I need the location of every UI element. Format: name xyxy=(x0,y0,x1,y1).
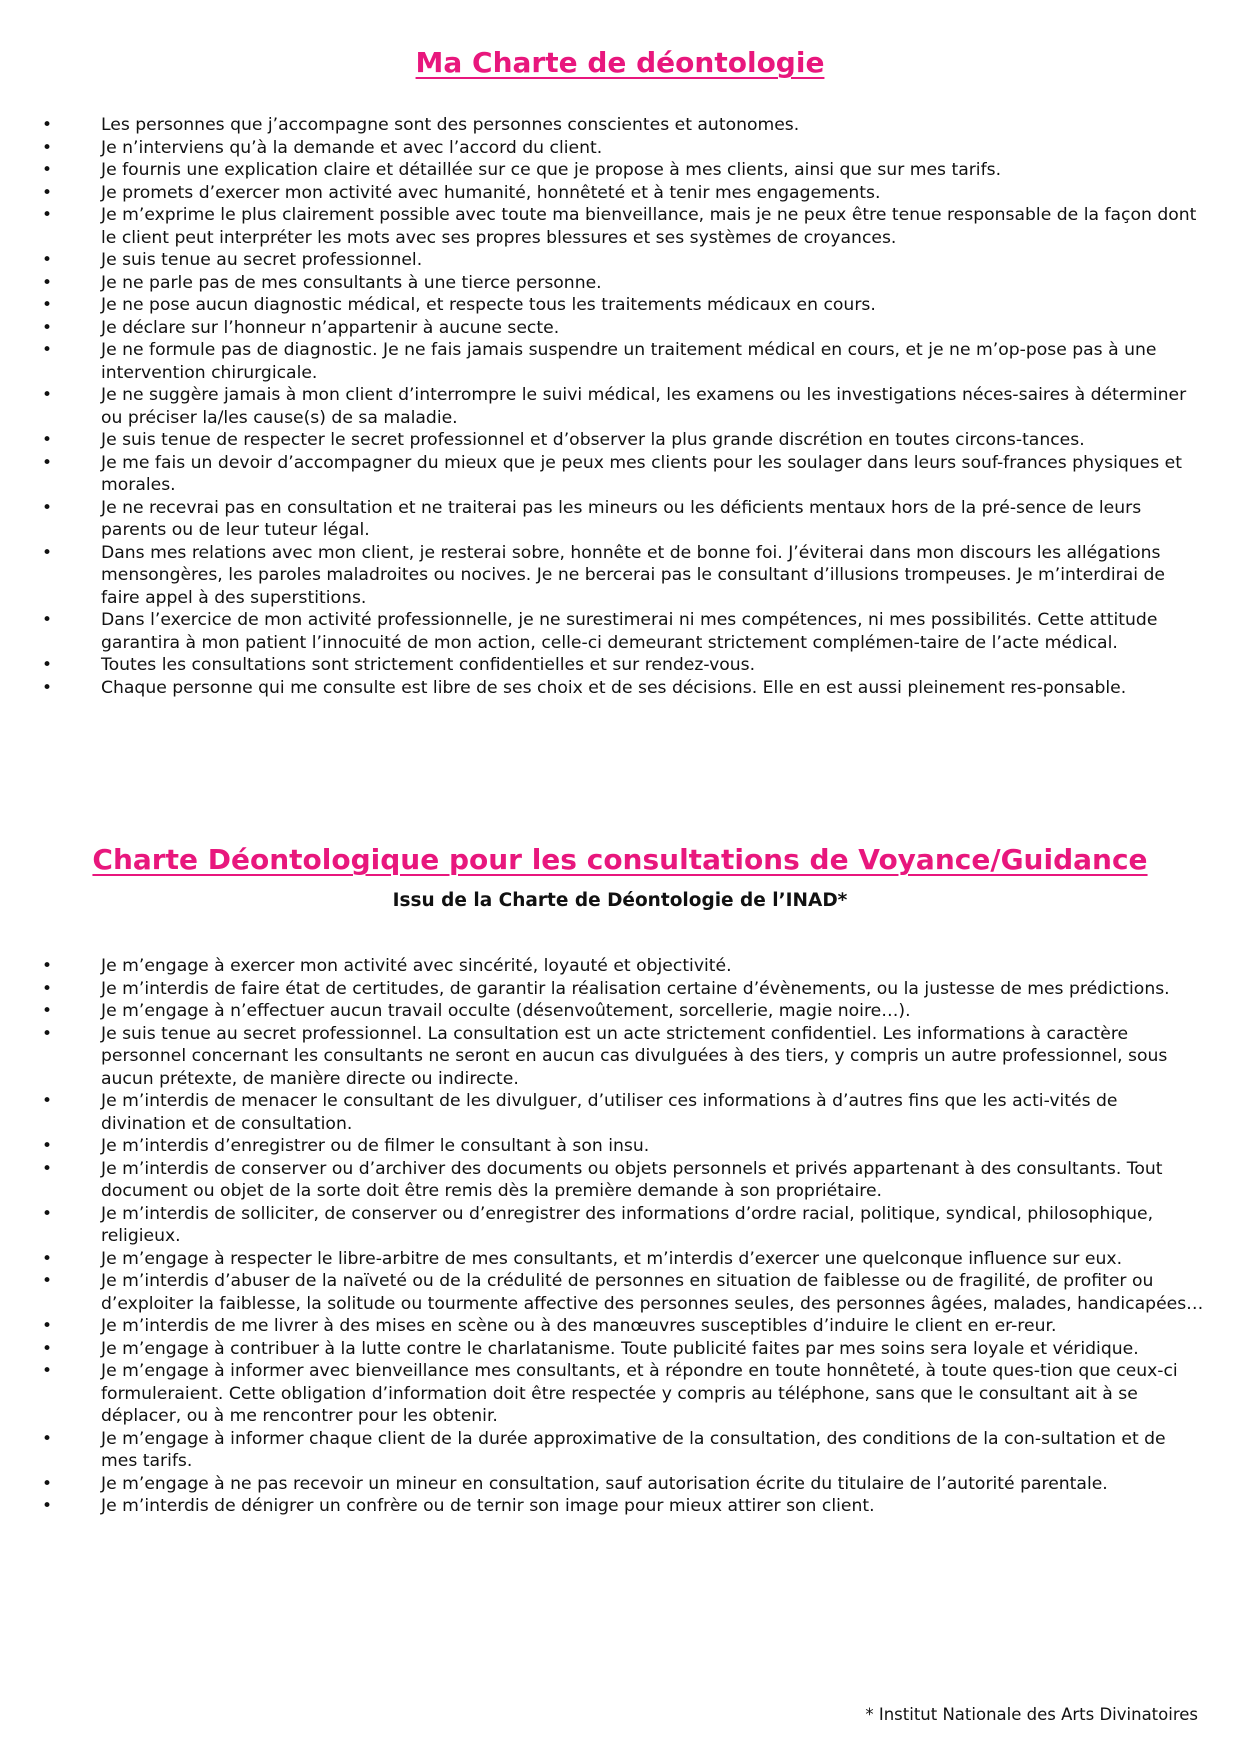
list-item xyxy=(0,1135,1240,1158)
list-item-text: Je fournis une explication claire et détaillée sur ce que je propose à mes clients, ainsi que sur mes tarifs. xyxy=(101,160,1002,180)
list-item xyxy=(0,249,1240,272)
list-item-text: Je m’interdis de me livrer à des mises en scène ou à des manœuvres susceptibles d’induire le client en er-reur. xyxy=(101,1316,1057,1336)
list-item xyxy=(0,1000,1240,1023)
list-item xyxy=(0,429,1240,452)
list-item-text: Les personnes que j’accompagne sont des personnes conscientes et autonomes. xyxy=(101,115,800,135)
bullet-icon: • xyxy=(42,1023,53,1044)
list-item xyxy=(0,272,1240,295)
list-item-text: Je m’exprime le plus clairement possible avec toute ma bienveillance, mais je ne peux être tenue responsable de la façon dont le client peut interpréter les mots avec ses propres blessures et ses systèmes de croyances. xyxy=(101,205,1197,248)
list-item-text: Je suis tenue au secret professionnel. xyxy=(101,250,423,270)
bullet-icon: • xyxy=(42,1203,53,1224)
list-item xyxy=(0,1360,1240,1428)
list-item xyxy=(0,137,1240,160)
list-item xyxy=(0,1203,1240,1248)
list-item-text: Je promets d’exercer mon activité avec humanité, honnêteté et à tenir mes engagements. xyxy=(101,182,881,203)
list-item xyxy=(0,1338,1240,1361)
list-item xyxy=(0,114,1240,137)
bullet-icon: • xyxy=(42,250,53,270)
list-item-text: Dans l’exercice de mon activité professionnelle, je ne surestimerai ni mes compétences, ni mes possibilités. Cette attitude garantira à mon patient l’innocuité de mon action, celle-ci demeurant strictement complémen-taire de l’acte médical. xyxy=(101,610,1158,653)
bullet-icon: • xyxy=(42,340,53,360)
section1-title: Ma Charte de déontologie xyxy=(415,46,825,79)
bullet-icon: • xyxy=(42,542,53,563)
list-item xyxy=(0,1090,1240,1135)
list-item-text: Je m’interdis de dénigrer un confrère ou de ternir son image pour mieux attirer son client. xyxy=(101,1496,875,1516)
section2-title: Charte Déontologique pour les consultations de Voyance/Guidance xyxy=(92,843,1148,876)
list-item xyxy=(0,1315,1240,1338)
list-item xyxy=(0,294,1240,317)
bullet-icon: • xyxy=(42,1473,53,1494)
bullet-icon: • xyxy=(42,1361,53,1381)
list-item-text: Je m’engage à informer avec bienveillance mes consultants, et à répondre en toute honnêteté, à toute ques-tion que ceux-ci formuleraient. Cette obligation d’information doit être respectée y compris au téléphone, sans que le consultant ait à se déplacer, ou à me rencontrer pour les obtenir. xyxy=(101,1361,1178,1426)
list-item xyxy=(0,497,1240,542)
list-item xyxy=(0,1270,1240,1315)
section2-subtitle: Issu de la Charte de Déontologie de l’INAD* xyxy=(392,890,848,911)
footnote: * Institut Nationale des Arts Divinatoires xyxy=(865,1705,1198,1724)
list-item xyxy=(0,654,1240,677)
list-item-text: Je m’interdis de solliciter, de conserver ou d’enregistrer des informations d’ordre racial, politique, syndical, philosophique, religieux. xyxy=(101,1203,1154,1246)
list-item xyxy=(0,339,1240,384)
list-item-text: Je suis tenue de respecter le secret professionnel et d’observer la plus grande discrétion en toutes circons-tances. xyxy=(101,430,1085,450)
list-item-text: Je m’engage à respecter le libre-arbitre de mes consultants, et m’interdis d’exercer une quelconque influence sur eux. xyxy=(101,1248,1123,1269)
list-item xyxy=(0,677,1240,700)
list-item xyxy=(0,384,1240,429)
list-item-text: Je m’engage à contribuer à la lutte contre le charlatanisme. Toute publicité faites par mes soins sera loyale et véridique. xyxy=(101,1338,1139,1359)
bullet-icon: • xyxy=(42,205,53,225)
bullet-icon: • xyxy=(42,1001,53,1021)
list-item-text: Je m’interdis de conserver ou d’archiver des documents ou objets personnels et privés appartenant à des consultants. Tout document ou objet de la sorte doit être remis dès la première demande à son propriétaire. xyxy=(101,1158,1163,1201)
bullet-icon: • xyxy=(42,182,53,203)
list-item xyxy=(0,978,1240,1001)
bullet-icon: • xyxy=(42,956,53,976)
list-item-text: Je m’interdis de menacer le consultant de les divulguer, d’utiliser ces informations à d’autres fins que les acti-vités de divination et de consultation. xyxy=(101,1091,1118,1134)
list-item-text: Je m’engage à ne pas recevoir un mineur en consultation, sauf autorisation écrite du titulaire de l’autorité parentale. xyxy=(101,1473,1108,1494)
bullet-icon: • xyxy=(42,317,53,338)
bullet-icon: • xyxy=(42,452,53,473)
list-item xyxy=(0,204,1240,249)
bullet-icon: • xyxy=(42,430,53,450)
bullet-icon: • xyxy=(42,137,53,158)
list-item-text: Je ne formule pas de diagnostic. Je ne fais jamais suspendre un traitement médical en cours, et je ne m’op-pose pas à une intervention chirurgicale. xyxy=(101,340,1157,383)
list-item-text: Je suis tenue au secret professionnel. La consultation est un acte strictement confidentiel. Les informations à caractère personnel concernant les consultants ne seront en aucun cas divulguées à des tiers, y compris un autre professionnel, sous aucun prétexte, de manière directe ou indirecte. xyxy=(101,1023,1168,1089)
bullet-icon: • xyxy=(42,1316,53,1336)
bullet-icon: • xyxy=(42,385,53,405)
bullet-icon: • xyxy=(42,115,53,135)
list-item xyxy=(0,609,1240,654)
bullet-icon: • xyxy=(42,1136,53,1156)
list-item xyxy=(0,317,1240,340)
bullet-icon: • xyxy=(42,497,53,518)
list-item-text: Je déclare sur l’honneur n’appartenir à aucune secte. xyxy=(101,317,560,338)
list-item-text: Toutes les consultations sont strictement confidentielles et sur rendez-vous. xyxy=(101,655,756,675)
list-item-text: Je m’interdis d’abuser de la naïveté ou de la crédulité de personnes en situation de faiblesse ou de fragilité, de profiter ou d’exploiter la faiblesse, la solitude ou tourmente affective des personnes seules, des personnes âgées, malades, handicapées… xyxy=(101,1271,1204,1314)
bullet-icon: • xyxy=(42,295,53,315)
bullet-icon: • xyxy=(42,655,53,675)
list-item-text: Je m’interdis de faire état de certitudes, de garantir la réalisation certaine d’évènements, ou la justesse de mes prédictions. xyxy=(101,978,1170,999)
list-item xyxy=(0,1495,1240,1518)
list-item xyxy=(0,1428,1240,1473)
list-item-text: Je m’engage à n’effectuer aucun travail occulte (désenvoûtement, sorcellerie, magie noire…). xyxy=(101,1001,911,1021)
list-item xyxy=(0,1248,1240,1271)
section1-list xyxy=(0,114,1240,699)
list-item-text: Je ne suggère jamais à mon client d’interrompre le suivi médical, les examens ou les investigations néces-saires à déterminer ou préciser la/les cause(s) de sa maladie. xyxy=(101,385,1187,428)
bullet-icon: • xyxy=(42,272,53,293)
bullet-icon: • xyxy=(42,978,53,999)
list-item-text: Je m’interdis d’enregistrer ou de filmer le consultant à son insu. xyxy=(101,1136,650,1156)
list-item-text: Dans mes relations avec mon client, je resterai sobre, honnête et de bonne foi. J’éviterai dans mon discours les allégations mensongères, les paroles maladroites ou nocives. Je ne bercerai pas le consultant d’illusions trompeuses. Je m’interdirai de faire appel à des superstitions. xyxy=(101,542,1166,608)
list-item-text: Je ne recevrai pas en consultation et ne traiterai pas les mineurs ou les déficients mentaux hors de la pré-sence de leurs parents ou de leur tuteur légal. xyxy=(101,497,1142,540)
bullet-icon: • xyxy=(42,1091,53,1111)
bullet-icon: • xyxy=(42,677,53,698)
bullet-icon: • xyxy=(42,1496,53,1516)
bullet-icon: • xyxy=(42,1428,53,1449)
bullet-icon: • xyxy=(42,1338,53,1359)
list-item xyxy=(0,1473,1240,1496)
list-item-text: Je ne pose aucun diagnostic médical, et respecte tous les traitements médicaux en cours. xyxy=(101,295,876,315)
list-item xyxy=(0,955,1240,978)
bullet-icon: • xyxy=(42,1158,53,1179)
list-item-text: Je ne parle pas de mes consultants à une tierce personne. xyxy=(101,272,602,293)
bullet-icon: • xyxy=(42,610,53,630)
section2-list xyxy=(0,955,1240,1518)
list-item xyxy=(0,182,1240,205)
list-item-text: Chaque personne qui me consulte est libre de ses choix et de ses décisions. Elle en est aussi pleinement res-ponsable. xyxy=(101,677,1127,698)
bullet-icon: • xyxy=(42,1248,53,1269)
list-item-text: Je m’engage à exercer mon activité avec sincérité, loyauté et objectivité. xyxy=(101,956,732,976)
list-item xyxy=(0,159,1240,182)
list-item xyxy=(0,1023,1240,1091)
list-item-text: Je m’engage à informer chaque client de la durée approximative de la consultation, des conditions de la con-sultation et de mes tarifs. xyxy=(101,1428,1166,1471)
list-item xyxy=(0,452,1240,497)
bullet-icon: • xyxy=(42,160,53,180)
list-item xyxy=(0,542,1240,610)
list-item xyxy=(0,1158,1240,1203)
list-item-text: Je me fais un devoir d’accompagner du mieux que je peux mes clients pour les soulager dans leurs souf-frances physiques et morales. xyxy=(101,452,1182,495)
list-item-text: Je n’interviens qu’à la demande et avec l’accord du client. xyxy=(101,137,603,158)
bullet-icon: • xyxy=(42,1271,53,1291)
